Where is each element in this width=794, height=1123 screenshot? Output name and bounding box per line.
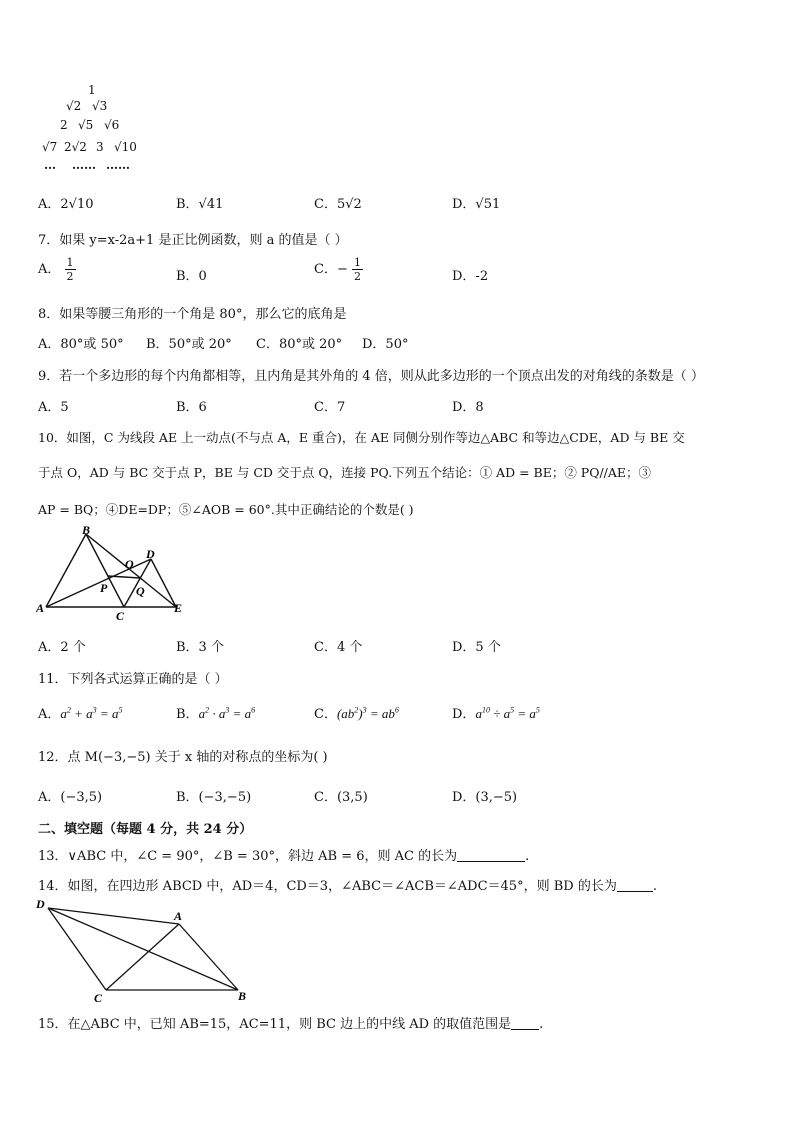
- q7-c-num: 1: [353, 256, 361, 269]
- segment-ab: [179, 924, 238, 990]
- q7-option-b: B．0: [176, 269, 207, 284]
- q10-option-d: D．5 个: [452, 640, 501, 655]
- triangle-dots: ……: [72, 158, 96, 172]
- triangle-cell: √2: [66, 99, 82, 113]
- label-c: C: [94, 991, 103, 1005]
- label-p: P: [100, 581, 108, 595]
- q10-option-a: A．2 个: [38, 640, 86, 655]
- label-b: B: [238, 989, 247, 1003]
- label-e: E: [174, 601, 183, 615]
- answer-blank[interactable]: [511, 1017, 539, 1030]
- q9-stem: 9．若一个多边形的每个内角都相等，且内角是其外角的 4 倍，则从此多边形的一个顶点出发的对角线的条数是（ ）: [38, 369, 704, 384]
- segment-de: [151, 559, 176, 607]
- q14-figure: [34, 894, 264, 1006]
- q11-a-prefix: A．: [38, 707, 61, 722]
- q8-stem: 8．如果等腰三角形的一个角是 80°，那么它的底角是: [38, 307, 347, 322]
- q12-option-c: C．(3,5): [314, 790, 368, 805]
- q14-text: 14．如图，在四边形 ABCD 中，AD＝4，CD＝3，∠ABC＝∠ACB＝∠ADC＝45°，则 BD 的长为: [38, 879, 617, 894]
- q8-option-a: A．80°或 50°: [38, 337, 124, 352]
- q7-c-fraction: [352, 256, 363, 283]
- q9-option-d: D．8: [452, 400, 484, 415]
- triangle-cell: 2: [60, 118, 68, 132]
- q9-option-a: A．5: [38, 400, 69, 415]
- q8-option-b: B．50°或 20°: [146, 337, 232, 352]
- q14: [38, 875, 657, 894]
- q11-d-prefix: D．: [452, 707, 476, 722]
- q10-figure: [36, 524, 196, 624]
- q7-option-a: [38, 256, 76, 283]
- q7-a-num: 1: [66, 256, 74, 269]
- triangle-cell: √3: [92, 99, 108, 113]
- segment-pq: [108, 576, 140, 578]
- q10-line2: 于点 O，AD 与 BC 交于点 P，BE 与 CD 交于点 Q，连接 PQ.下列五个结论：① AD = BE；② PQ//AE；③: [38, 465, 652, 480]
- q6-option-c: C．5√2: [314, 197, 362, 212]
- triangle-cell: 3: [96, 140, 104, 154]
- q13: [38, 845, 529, 864]
- q7-option-c: [314, 256, 363, 283]
- q15-text: 15．在△ABC 中，已知 AB=15，AC=11，则 BC 边上的中线 AD 的取值范围是: [38, 1017, 512, 1032]
- triangle-cell: √10: [114, 140, 137, 154]
- segment-ad: [46, 559, 151, 607]
- triangle-dots: ……: [106, 158, 130, 172]
- label-d: D: [146, 547, 155, 561]
- label-c: C: [116, 609, 125, 623]
- q10-line1: 10．如图，C 为线段 AE 上一动点(不与点 A，E 重合)，在 AE 同侧分别作等边△ABC 和等边△CDE，AD 与 BE 交: [38, 430, 685, 445]
- q7-a-fraction: [65, 256, 76, 283]
- answer-blank[interactable]: [617, 879, 653, 892]
- q8-option-c: C．80°或 20°: [256, 337, 343, 352]
- label-a: A: [174, 909, 183, 923]
- q12-stem: 12．点 M(−3,−5) 关于 x 轴的对称点的坐标为( ): [38, 750, 328, 765]
- q7-c-prefix: C．−: [314, 262, 348, 277]
- q15-end: .: [539, 1017, 544, 1032]
- q12-option-d: D．(3,−5): [452, 790, 518, 805]
- triangle-cell: √6: [104, 118, 120, 132]
- q7-a-prefix: A．: [38, 262, 61, 277]
- label-b: B: [82, 524, 91, 537]
- q7-c-den: 2: [353, 270, 361, 283]
- triangle-cell: 1: [88, 83, 96, 97]
- label-d: D: [36, 897, 45, 911]
- q10-line3: AP = BQ；④DE=DP；⑤∠AOB = 60°.其中正确结论的个数是( ): [38, 502, 414, 517]
- triangle-cell: 2√2: [64, 140, 87, 154]
- q11-c-prefix: C．: [314, 707, 337, 722]
- q9-option-b: B．6: [176, 400, 207, 415]
- triangle-dots: …: [44, 158, 56, 172]
- q12-option-b: B．(−3,−5): [176, 790, 252, 805]
- q8-option-d: D．50°: [362, 337, 409, 352]
- label-o: O: [125, 557, 134, 571]
- q13-text: 13．∨ABC 中，∠C = 90°，∠B = 30°，斜边 AB = 6，则 AC 的长为: [38, 849, 458, 864]
- triangle-cell: √7: [42, 140, 58, 154]
- q11-option-b: B．$a^2 \cdot a^3 = a^6$: [176, 705, 256, 722]
- q6-option-a: A．2√10: [38, 197, 94, 212]
- segment-bc: [86, 534, 124, 607]
- q12-option-a: A．(−3,5): [38, 790, 103, 805]
- q9-option-c: C．7: [314, 400, 346, 415]
- q10-option-c: C．4 个: [314, 640, 363, 655]
- q10-option-b: B．3 个: [176, 640, 224, 655]
- q13-end: .: [525, 849, 530, 864]
- q14-end: .: [652, 879, 657, 894]
- section-heading: 二、填空题（每题 4 分，共 24 分）: [38, 822, 253, 837]
- q11-option-a: A．$a^2 + a^3 = a^5$: [38, 705, 123, 722]
- q11-b-prefix: B．: [176, 707, 199, 722]
- q11-stem: 11．下列各式运算正确的是（ ）: [38, 672, 228, 687]
- triangle-cell: √5: [78, 118, 94, 132]
- q6-option-d: D．√51: [452, 197, 501, 212]
- q7-stem: 7．如果 y=x-2a+1 是正比例函数，则 a 的值是（ ）: [38, 233, 348, 248]
- q11-option-d: D．$a^{10} \div a^5 = a^5$: [452, 705, 540, 722]
- q6-option-b: B．√41: [176, 197, 224, 212]
- answer-blank[interactable]: [457, 849, 525, 862]
- segment-ac: [106, 924, 179, 990]
- q7-option-d: D．-2: [452, 269, 489, 284]
- q7-a-den: 2: [66, 270, 74, 283]
- segment-ab: [46, 534, 86, 607]
- q11-option-c: C．$(ab^2)^3 = ab^6$: [314, 705, 399, 722]
- q15: [38, 1013, 543, 1032]
- label-q: Q: [136, 584, 145, 598]
- label-a: A: [36, 601, 45, 615]
